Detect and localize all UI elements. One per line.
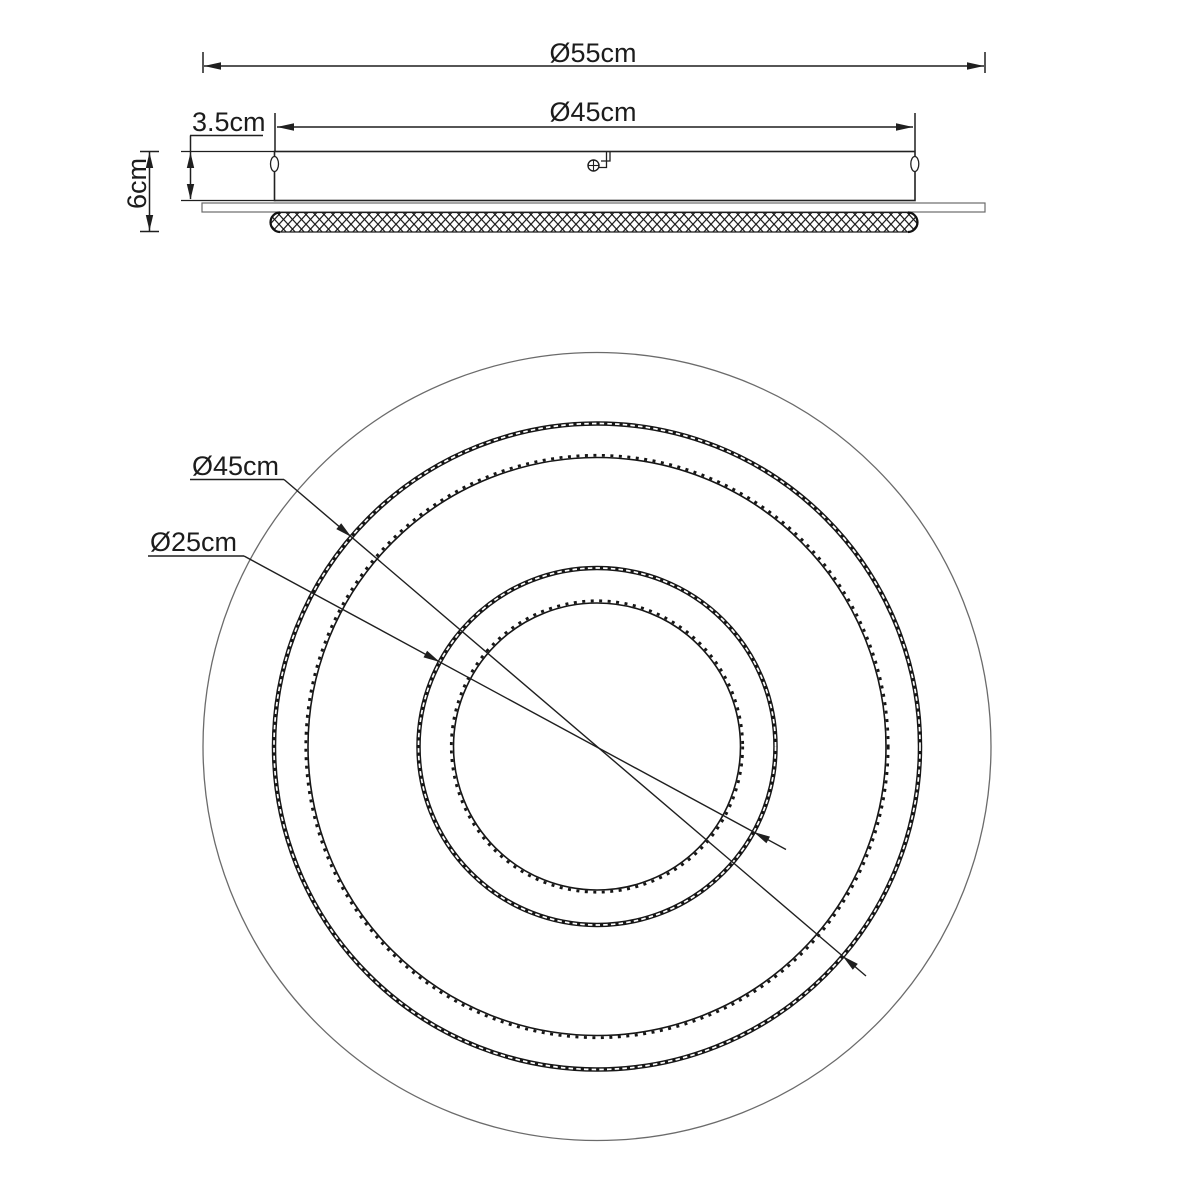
- arrowhead-left: [277, 123, 294, 131]
- arrowhead-down: [187, 184, 194, 200]
- base-plate: [202, 203, 985, 212]
- arrowhead-right: [896, 123, 913, 131]
- arrowhead-lower: [754, 832, 770, 843]
- dim-body-height: [181, 136, 276, 201]
- arrowhead-left: [204, 62, 221, 70]
- crystal-band-side: [271, 213, 918, 233]
- arrowhead-up: [187, 153, 194, 169]
- mount-clip-right: [911, 157, 919, 172]
- arrowhead-upper: [424, 651, 440, 662]
- plan-view: [148, 353, 991, 1141]
- overall-diameter-label: Ø55cm: [549, 38, 637, 68]
- mount-clip-left: [271, 157, 279, 172]
- diameter-line: [244, 556, 786, 850]
- total-height-label: 6cm: [122, 157, 152, 209]
- dim-ring-outer: [190, 480, 866, 977]
- arrowhead-down: [146, 215, 153, 231]
- outer-ring-diameter-label: Ø45cm: [192, 451, 280, 481]
- lamp-body: [275, 152, 916, 201]
- inner-ring-diameter-label: Ø25cm: [150, 527, 238, 557]
- side-view: [122, 38, 985, 232]
- diameter-line: [284, 480, 866, 977]
- arrowhead-right: [967, 62, 984, 70]
- crystal-band-texture: [271, 213, 917, 233]
- inner-diameter-label: Ø45cm: [549, 97, 637, 127]
- body-height-label: 3.5cm: [192, 107, 266, 137]
